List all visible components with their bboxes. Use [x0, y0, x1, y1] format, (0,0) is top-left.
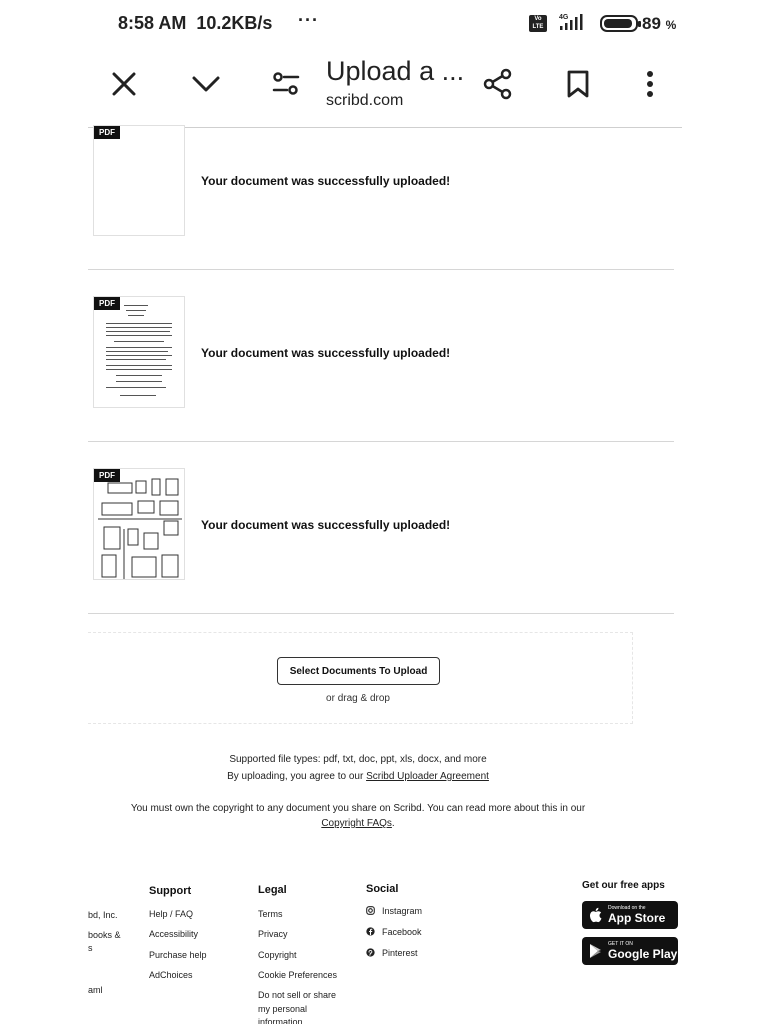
uploader-agreement-text: By uploading, you agree to our Scribd Uploader Agreement [227, 771, 489, 782]
copyright-notice: You must own the copyright to any document you share on Scribd. You can read more about this in our Copyright FAQs. [130, 803, 586, 829]
drawing-preview [94, 469, 185, 580]
pdf-badge: PDF [94, 126, 120, 139]
instagram-icon [366, 906, 375, 915]
upload-success-message: Your document was successfully uploaded! [201, 174, 451, 188]
status-bar [88, 0, 682, 48]
document-thumbnail [93, 296, 185, 408]
close-icon[interactable] [106, 66, 142, 102]
legal-link[interactable]: information [258, 1017, 303, 1024]
network-type: 4G [559, 14, 569, 21]
about-link[interactable]: books & [88, 930, 121, 940]
legal-heading: Legal [258, 884, 287, 896]
browser-toolbar [88, 48, 682, 128]
google-play-small-text: GET IT ON [608, 941, 633, 947]
support-link[interactable]: Accessibility [149, 929, 199, 939]
volte-icon: Vo LTE [529, 15, 547, 32]
copyright-faqs-link[interactable]: Copyright FAQs [321, 818, 392, 829]
about-link[interactable]: s [88, 943, 93, 953]
support-link[interactable]: AdChoices [149, 970, 193, 980]
support-link[interactable]: Help / FAQ [149, 909, 194, 919]
apple-icon [589, 907, 603, 923]
social-link-facebook[interactable]: Facebook [366, 927, 422, 937]
upload-item [88, 270, 674, 442]
apps-heading: Get our free apps [582, 880, 665, 891]
upload-item [88, 129, 674, 270]
legal-link[interactable]: Copyright [258, 950, 297, 960]
social-heading: Social [366, 883, 399, 895]
more-vert-icon[interactable] [632, 66, 668, 102]
battery-percent: 89 % [642, 14, 677, 33]
about-link[interactable]: aml [88, 985, 103, 995]
facebook-icon [366, 927, 375, 936]
chevron-down-icon[interactable] [188, 66, 224, 102]
select-documents-button[interactable]: Select Documents To Upload [277, 657, 440, 685]
page-settings-icon[interactable] [268, 66, 304, 102]
drag-drop-text: or drag & drop [326, 693, 390, 704]
uploader-agreement-link[interactable]: Scribd Uploader Agreement [366, 771, 489, 782]
legal-link[interactable]: Privacy [258, 929, 288, 939]
document-thumbnail [93, 468, 185, 580]
legal-link[interactable]: Cookie Preferences [258, 970, 338, 980]
status-time: 8:58 AM 10.2KB/s [118, 13, 273, 33]
footer [88, 875, 682, 1024]
status-notification-dots: ··· [298, 10, 319, 30]
social-link-instagram[interactable]: Instagram [366, 906, 422, 916]
google-play-icon [589, 943, 603, 959]
pdf-badge: PDF [94, 469, 120, 482]
supported-file-types: Supported file types: pdf, txt, doc, ppt, xls, docx, and more [229, 754, 487, 765]
pdf-badge: PDF [94, 297, 120, 310]
app-store-text: App Store [608, 911, 666, 925]
support-link[interactable]: Purchase help [149, 950, 207, 960]
upload-dropzone[interactable] [88, 632, 633, 724]
upload-item [88, 442, 674, 614]
page-title[interactable]: Upload a ... [326, 56, 465, 86]
browser-frame [88, 0, 682, 1024]
upload-success-message: Your document was successfully uploaded! [201, 518, 451, 532]
social-link-pinterest[interactable]: Pinterest [366, 948, 418, 958]
share-icon[interactable] [480, 66, 516, 102]
signal-icon [558, 12, 584, 32]
support-heading: Support [149, 885, 192, 897]
upload-success-message: Your document was successfully uploaded! [201, 346, 451, 360]
app-store-badge[interactable] [582, 901, 678, 929]
legal-link[interactable]: Terms [258, 909, 283, 919]
google-play-badge[interactable] [582, 937, 678, 965]
google-play-text: Google Play [608, 947, 678, 961]
about-link[interactable]: bd, Inc. [88, 910, 118, 920]
battery-icon [600, 15, 638, 32]
bookmark-icon[interactable] [560, 66, 596, 102]
document-thumbnail [93, 125, 185, 236]
legal-link[interactable]: Do not sell or share [258, 990, 337, 1000]
pinterest-icon [366, 948, 375, 957]
app-store-small-text: Download on the [608, 905, 646, 911]
page-url[interactable]: scribd.com [326, 92, 404, 109]
legal-link[interactable]: my personal [258, 1004, 308, 1014]
